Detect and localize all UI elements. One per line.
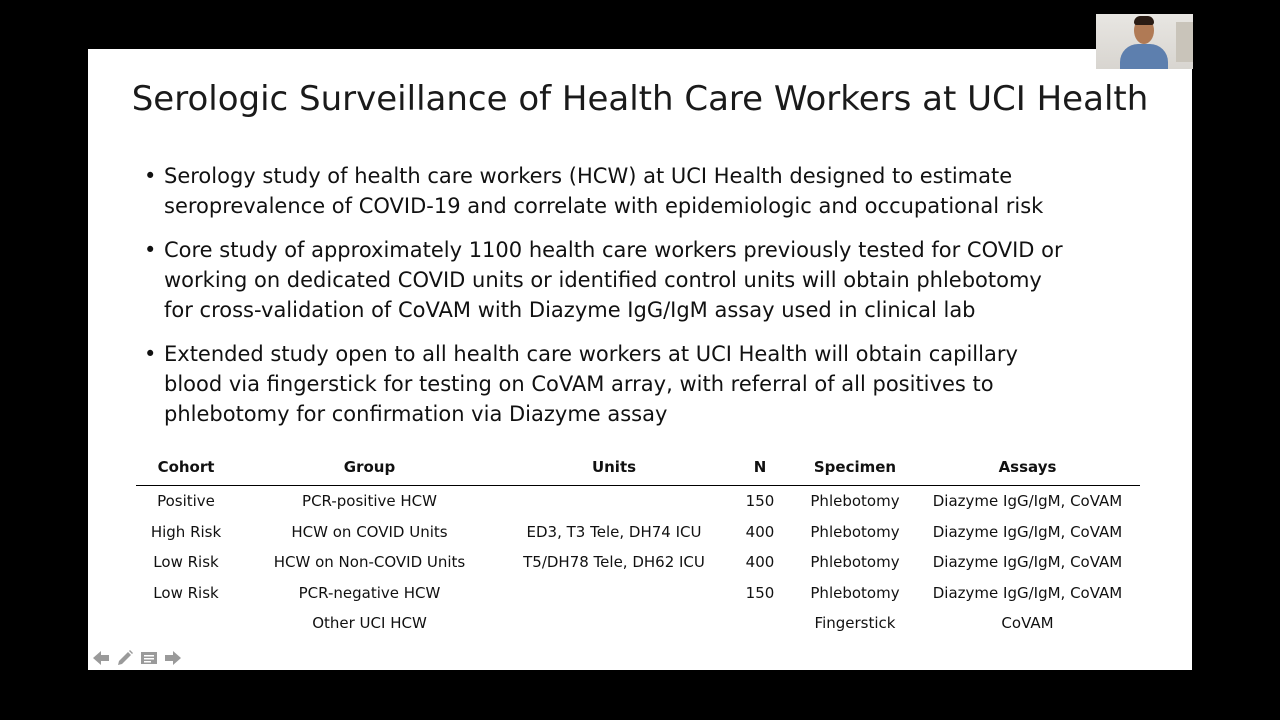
cell-group: Other UCI HCW — [312, 614, 427, 633]
cell-specimen: Phlebotomy — [810, 522, 900, 541]
cell-n: 150 — [745, 583, 775, 602]
cell-n — [725, 608, 795, 639]
bullet-line: working on dedicated COVID units or identified control units will obtain phlebotomy — [164, 268, 1042, 292]
arrow-left-icon[interactable] — [91, 648, 111, 668]
bullet-line: Serology study of health care workers (HCW) at UCI Health designed to estimate — [164, 164, 1013, 188]
cell-n: 400 — [745, 522, 775, 541]
presenter-webcam — [1096, 14, 1193, 69]
cell-n: 150 — [745, 492, 775, 511]
bullet-mark: • — [144, 342, 157, 366]
cell-assays: CoVAM — [1001, 614, 1054, 633]
cell-units: ED3, T3 Tele, DH74 ICU — [526, 522, 702, 541]
table-row — [136, 547, 1140, 578]
cell-assays: Diazyme IgG/IgM, CoVAM — [932, 492, 1123, 511]
header-group: Group — [236, 456, 503, 486]
cell-assays: Diazyme IgG/IgM, CoVAM — [932, 522, 1123, 541]
presenter-body — [1120, 44, 1168, 69]
bullet-mark: • — [144, 238, 157, 262]
cell-group: HCW on Non-COVID Units — [273, 553, 466, 572]
cell-cohort: Positive — [157, 492, 215, 511]
cell-cohort: High Risk — [150, 522, 222, 541]
pen-icon[interactable] — [115, 648, 135, 668]
cell-group: HCW on COVID Units — [291, 522, 448, 541]
header-assays: Assays — [915, 456, 1140, 486]
bullet-line: Core study of approximately 1100 health care workers previously tested for COVID or — [164, 238, 1063, 262]
cell-n: 400 — [745, 553, 775, 572]
cell-cohort: Low Risk — [153, 583, 219, 602]
header-specimen: Specimen — [795, 456, 915, 486]
cell-group: PCR-positive HCW — [302, 492, 437, 511]
cell-units: T5/DH78 Tele, DH62 ICU — [523, 553, 705, 572]
bullet-list — [144, 161, 1154, 443]
table-row — [136, 608, 1140, 639]
cell-assays: Diazyme IgG/IgM, CoVAM — [932, 583, 1123, 602]
table-header-row — [136, 456, 1140, 486]
cell-cohort — [136, 608, 236, 639]
bullet-mark: • — [144, 164, 157, 188]
bullet-item — [144, 339, 1154, 429]
bullet-item — [144, 235, 1154, 325]
cell-units — [503, 608, 725, 639]
cell-cohort: Low Risk — [153, 553, 219, 572]
cell-specimen: Fingerstick — [814, 614, 896, 633]
webcam-background-shelf — [1176, 22, 1193, 62]
cell-specimen: Phlebotomy — [810, 553, 900, 572]
bullet-line: seroprevalence of COVID-19 and correlate with epidemiologic and occupational risk — [164, 194, 1044, 218]
bullet-line: phlebotomy for confirmation via Diazyme assay — [164, 402, 668, 426]
cell-group: PCR-negative HCW — [298, 583, 441, 602]
bullet-line: blood via fingerstick for testing on CoVAM array, with referral of all positives to — [164, 372, 994, 396]
cell-units — [503, 578, 725, 609]
slide-navigation — [91, 648, 183, 668]
cell-specimen: Phlebotomy — [810, 492, 900, 511]
slide — [88, 49, 1192, 670]
cell-specimen: Phlebotomy — [810, 583, 900, 602]
bullet-item — [144, 161, 1154, 221]
table-row — [136, 486, 1140, 517]
header-n: N — [725, 456, 795, 486]
presenter-hair — [1134, 16, 1154, 25]
cohort-table — [136, 456, 1140, 639]
arrow-right-icon[interactable] — [163, 648, 183, 668]
cell-assays: Diazyme IgG/IgM, CoVAM — [932, 553, 1123, 572]
header-cohort: Cohort — [136, 456, 236, 486]
bullet-line: Extended study open to all health care workers at UCI Health will obtain capillary — [164, 342, 1018, 366]
table-row — [136, 578, 1140, 609]
table-row — [136, 517, 1140, 548]
bullet-line: for cross-validation of CoVAM with Diazyme IgG/IgM assay used in clinical lab — [164, 298, 976, 322]
header-units: Units — [503, 456, 725, 486]
slide-title: Serologic Surveillance of Health Care Workers at UCI Health — [131, 79, 1149, 119]
menu-icon[interactable] — [139, 648, 159, 668]
cell-units — [503, 486, 725, 517]
